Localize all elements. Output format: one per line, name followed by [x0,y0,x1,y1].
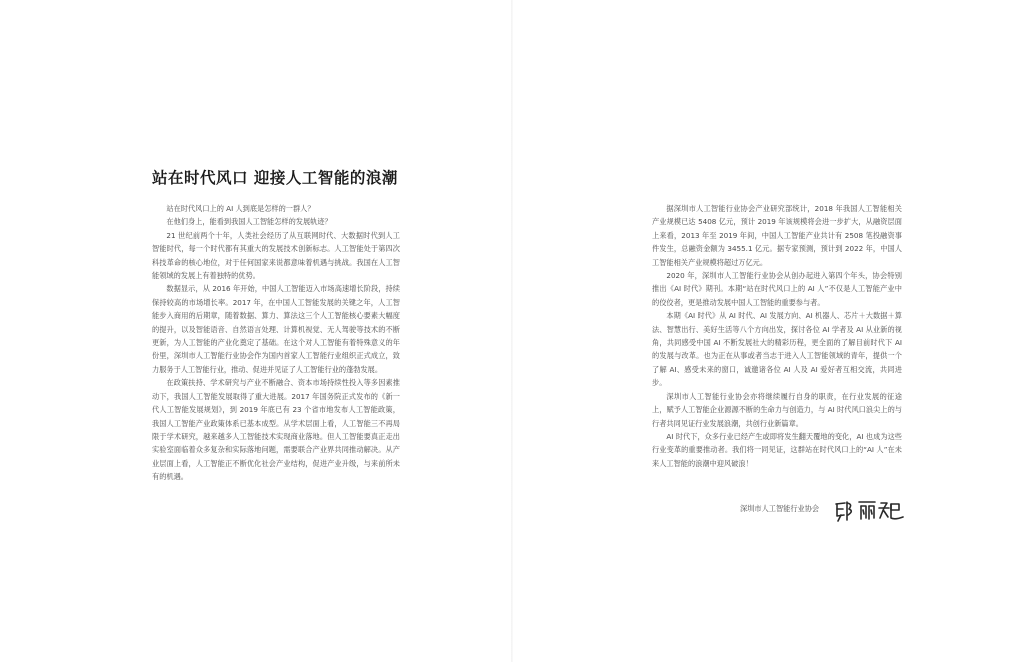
left-column [152,202,400,484]
paragraph: 2020 年，深圳市人工智能行业协会从创办起进入第四个年头，协会特别推出《AI 时代》期刊。本期“站在时代风口上的 AI 人”不仅是人工智能产业中的佼佼者，更是推动发展中国人工智能的重要参与者。 [652,271,902,307]
handwritten-signature [833,496,905,524]
paragraph: 站在时代风口上的 AI 人到底是怎样的一群人？ [166,204,315,213]
paragraph: AI 时代下，众多行业已经产生或即将发生翻天覆地的变化，AI 也成为这些行业变革的重要推动者。我们将一同见证，这群站在时代风口上的“AI 人”在未来人工智能的浪潮中迎风破浪！ [652,431,902,468]
paragraph: 深圳市人工智能行业协会亦将继续履行自身的职责，在行业发展的征途上，赋予人工智能企业源源不断的生命力与创造力，与 AI 时代风口浪尖上的与行者共同见证行业发展浪潮，共创行业新篇章。 [652,391,902,428]
paragraph: 在政策扶持、学术研究与产业不断融合、资本市场持续性投入等多因素推动下，我国人工智能发展取得了重大进展。2017 年国务院正式发布的《新一代人工智能发展规划》，到 2019 年底已有 23 个省市地发布人工智能政策，我国人工智能产业政策体系已基本成型。从学术层面上看，人工智能三不再局限于学术研究，越来越多人工智能技术实现商业落地。但人工智能要真正走出实验室面临着众多复杂和实际落地问题，需要联合产业界共同推动解决。从产业层面上看，人工智能正不断优化社会产业结构，促进产业升级，与来前所未有的机遇。 [152,378,400,482]
paragraph: 本期《AI 时代》从 AI 时代、AI 发展方向、AI 机器人、芯片＋大数据＋算法、智慧出行、美好生活等八个方向出发，探讨各位 AI 学者及 AI 从业新的视角，共同感受中国 AI 不断发展社大的精彩历程，更全面的了解目前时代下 AI 的发展与改革。也为正在从事或者当志于进入人工智能领域的青年，提供一个了解 AI、感受未来的窗口，诚邀诸各位 AI 人及 AI 爱好者互相交流，共同进步。 [652,311,902,388]
paragraph: 在他们身上，能看到我国人工智能怎样的发展轨迹？ [166,217,332,227]
article-title: 站在时代风口 迎接人工智能的浪潮 [152,168,398,187]
paragraph: 据深圳市人工智能行业协会产业研究部统计，2018 年我国人工智能相关产业规模已达 5408 亿元，预计 2019 年该规模将会进一步扩大，从融资层面上来看，2013 年至 2019 年间，中国人工智能产业共计有 2508 笔投融资事件发生，总融资金额为 3455.1 亿元。据专家预测，预计到 2022 年，中国人工智能相关产业规模将超过万亿元。 [652,204,902,267]
paragraph: 数据显示，从 2016 年开始，中国人工智能迈入市场高速增长阶段，持续保持较高的市场增长率。2017 年，在中国人工智能发展的关键之年，人工智能步入商用的后期章，随着数据、算力、算法这三个人工智能核心要素大幅度的提升，以及智能语音、自然语言处理、计算机视觉、无人驾驶等技术的不断更新，为人工智能的产业化奠定了基础。在这个对人工智能有着特殊意义的年份里，深圳市人工智能行业协会作为国内首家人工智能行业组织正式成立，致力服务于人工智能行业，推动、促进并见证了人工智能行业的蓬勃发展。 [152,284,400,374]
signature-block [740,498,910,524]
right-column [652,202,902,470]
page-gutter [511,0,513,662]
paragraph: 21 世纪前两个十年，人类社会经历了从互联网时代、大数据时代到人工智能时代，每一个时代都有其重大的发展技术创新标志。人工智能处于第四次科技革命的核心地位，对于任何国家来说都意味着机遇与挑战。我国在人工智能领域的发展上有着独特的优势。 [152,230,400,281]
signature-org: 深圳市人工智能行业协会 [740,504,820,513]
